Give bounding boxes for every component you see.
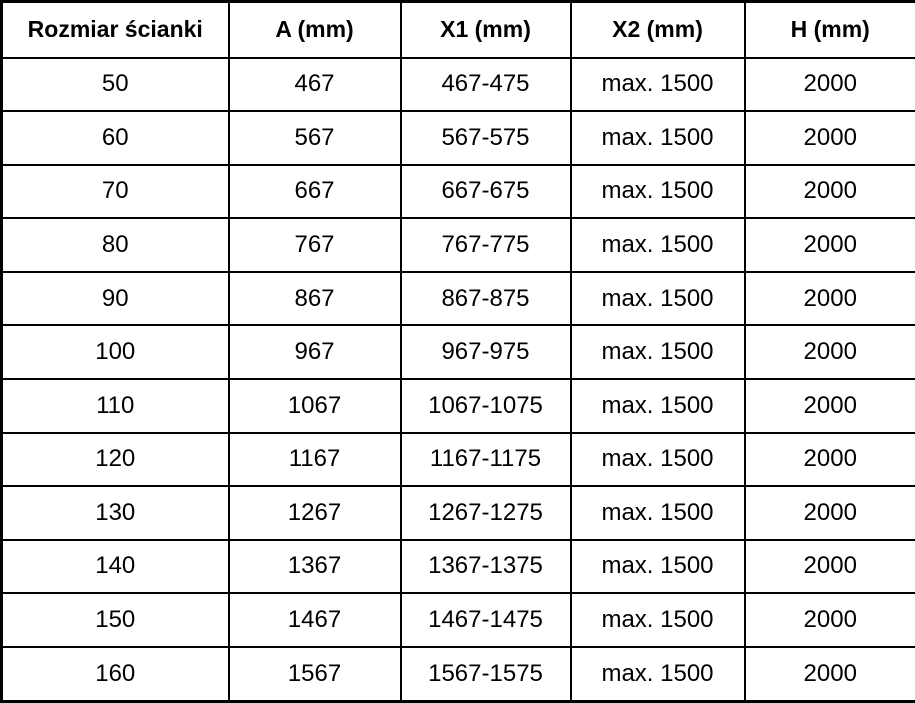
table-cell: 1567-1575: [401, 647, 571, 702]
table-cell: 2000: [745, 540, 915, 594]
table-cell: 2000: [745, 58, 915, 112]
table-cell: 1067-1075: [401, 379, 571, 433]
column-header-a-mm: A (mm): [229, 2, 401, 58]
table-cell: 110: [2, 379, 229, 433]
table-cell: 1067: [229, 379, 401, 433]
table-cell: 1367: [229, 540, 401, 594]
table-cell: 467: [229, 58, 401, 112]
table-cell: 130: [2, 486, 229, 540]
table-cell: 90: [2, 272, 229, 326]
table-cell: 2000: [745, 433, 915, 487]
table-cell: max. 1500: [571, 540, 745, 594]
table-cell: 2000: [745, 379, 915, 433]
table-cell: 1167-1175: [401, 433, 571, 487]
table-cell: max. 1500: [571, 433, 745, 487]
table-cell: 60: [2, 111, 229, 165]
table-cell: max. 1500: [571, 647, 745, 702]
column-header-x1-mm: X1 (mm): [401, 2, 571, 58]
table-cell: 2000: [745, 593, 915, 647]
table-cell: 2000: [745, 165, 915, 219]
table-row: [2, 433, 915, 487]
table-cell: 1467-1475: [401, 593, 571, 647]
table-cell: 467-475: [401, 58, 571, 112]
table-cell: max. 1500: [571, 165, 745, 219]
table-cell: max. 1500: [571, 379, 745, 433]
header-row: [2, 2, 915, 58]
table-row: [2, 486, 915, 540]
table-cell: 160: [2, 647, 229, 702]
table-cell: 867-875: [401, 272, 571, 326]
table-row: [2, 111, 915, 165]
table-cell: 2000: [745, 272, 915, 326]
table-row: [2, 165, 915, 219]
table-cell: 767: [229, 218, 401, 272]
column-header-rozmiar-scianki: Rozmiar ścianki: [2, 2, 229, 58]
table-cell: max. 1500: [571, 272, 745, 326]
table-cell: 1267: [229, 486, 401, 540]
table-cell: 70: [2, 165, 229, 219]
table-cell: 1567: [229, 647, 401, 702]
table-cell: 2000: [745, 486, 915, 540]
table-cell: 100: [2, 325, 229, 379]
table-cell: max. 1500: [571, 111, 745, 165]
table-cell: 567-575: [401, 111, 571, 165]
table-row: [2, 540, 915, 594]
table-cell: 967-975: [401, 325, 571, 379]
table-row: [2, 272, 915, 326]
table-cell: 667-675: [401, 165, 571, 219]
table-row: [2, 58, 915, 112]
table-row: [2, 218, 915, 272]
table-cell: 2000: [745, 111, 915, 165]
table-cell: 140: [2, 540, 229, 594]
table-cell: 80: [2, 218, 229, 272]
table-cell: 667: [229, 165, 401, 219]
table-cell: 2000: [745, 325, 915, 379]
table-cell: 120: [2, 433, 229, 487]
table-cell: 1167: [229, 433, 401, 487]
table-cell: 767-775: [401, 218, 571, 272]
table-row: [2, 379, 915, 433]
column-header-h-mm: H (mm): [745, 2, 915, 58]
table-cell: 967: [229, 325, 401, 379]
table-cell: 1367-1375: [401, 540, 571, 594]
column-header-x2-mm: X2 (mm): [571, 2, 745, 58]
table-row: [2, 325, 915, 379]
table-cell: max. 1500: [571, 58, 745, 112]
table-cell: 867: [229, 272, 401, 326]
table-cell: 1267-1275: [401, 486, 571, 540]
table-cell: max. 1500: [571, 218, 745, 272]
table-cell: max. 1500: [571, 325, 745, 379]
table-cell: max. 1500: [571, 593, 745, 647]
table-row: [2, 647, 915, 702]
table-row: [2, 593, 915, 647]
table-body: [2, 58, 915, 702]
table-cell: 1467: [229, 593, 401, 647]
table-cell: max. 1500: [571, 486, 745, 540]
table-cell: 50: [2, 58, 229, 112]
table-cell: 2000: [745, 218, 915, 272]
table-cell: 567: [229, 111, 401, 165]
table-cell: 2000: [745, 647, 915, 702]
table-cell: 150: [2, 593, 229, 647]
